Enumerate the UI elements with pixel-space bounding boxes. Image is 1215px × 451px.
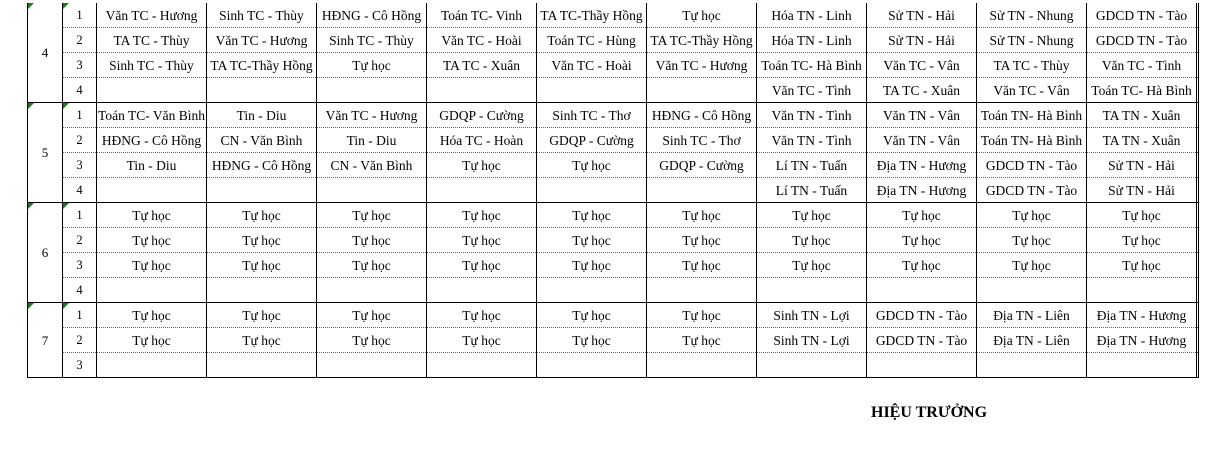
table-cell: HĐNG - Cô Hồng xyxy=(647,103,757,128)
table-cell: Hóa TN - Linh xyxy=(757,28,867,53)
table-cell: Sử TN - Hải xyxy=(1087,178,1197,203)
table-row xyxy=(28,53,1198,78)
period-number: 1 xyxy=(63,303,97,328)
table-cell: Tự học xyxy=(207,203,317,228)
table-cell xyxy=(427,178,537,203)
period-number: 1 xyxy=(63,203,97,228)
table-cell xyxy=(647,353,757,378)
table-cell: Tự học xyxy=(207,328,317,353)
table-cell xyxy=(867,278,977,303)
table-cell xyxy=(97,353,207,378)
table-cell: Tự học xyxy=(317,253,427,278)
table-cell: Toán TN- Hà Bình xyxy=(977,103,1087,128)
table-cell xyxy=(427,278,537,303)
table-cell: TA TC-Thầy Hồng xyxy=(207,53,317,78)
table-cell: Tự học xyxy=(867,228,977,253)
table-cell: Địa TN - Hương xyxy=(1087,328,1197,353)
table-cell: Tin - Diu xyxy=(97,153,207,178)
table-cell xyxy=(317,353,427,378)
table-cell: Hóa TN - Linh xyxy=(757,3,867,28)
table-cell: GDCD TN - Tào xyxy=(977,178,1087,203)
table-cell xyxy=(537,278,647,303)
table-cell: Tự học xyxy=(867,253,977,278)
period-number: 4 xyxy=(63,278,97,303)
table-cell: Sinh TC - Thùy xyxy=(97,53,207,78)
table-cell: Văn TN - Tình xyxy=(757,128,867,153)
table-cell: Văn TC - Hương xyxy=(647,53,757,78)
period-number: 4 xyxy=(63,78,97,103)
table-row xyxy=(28,3,1198,28)
table-cell xyxy=(647,278,757,303)
period-number: 2 xyxy=(63,328,97,353)
period-number: 2 xyxy=(63,28,97,53)
table-cell: GDCD TN - Tào xyxy=(1087,3,1197,28)
table-cell xyxy=(537,178,647,203)
table-cell: Tự học xyxy=(97,303,207,328)
table-cell: Tự học xyxy=(427,203,537,228)
table-cell: Toán TC- Vinh xyxy=(427,3,537,28)
table-cell: Văn TC - Hoài xyxy=(537,53,647,78)
table-cell: Tự học xyxy=(757,203,867,228)
period-number: 4 xyxy=(63,178,97,203)
table-cell: Lí TN - Tuấn xyxy=(757,153,867,178)
table-cell: Văn TC - Hương xyxy=(317,103,427,128)
table-row xyxy=(28,103,1198,128)
table-cell: Tự học xyxy=(427,303,537,328)
table-row xyxy=(28,178,1198,203)
table-cell: Tự học xyxy=(317,228,427,253)
period-number: 2 xyxy=(63,128,97,153)
table-cell: Văn TN - Tình xyxy=(757,103,867,128)
table-cell: Tự học xyxy=(207,303,317,328)
table-cell: GDQP - Cường xyxy=(647,153,757,178)
table-cell xyxy=(97,278,207,303)
cell-marker-icon xyxy=(63,303,69,309)
table-cell: Toán TC - Hùng xyxy=(537,28,647,53)
table-cell xyxy=(97,78,207,103)
day-label: 5 xyxy=(28,103,63,203)
table-cell xyxy=(537,353,647,378)
table-cell: Văn TC - Hương xyxy=(207,28,317,53)
table-cell: Tự học xyxy=(97,203,207,228)
table-cell: Tự học xyxy=(317,303,427,328)
table-cell: Văn TC - Tình xyxy=(757,78,867,103)
table-cell: GDCD TN - Tào xyxy=(977,153,1087,178)
day-block xyxy=(28,203,1198,303)
period-number: 2 xyxy=(63,228,97,253)
table-cell xyxy=(207,278,317,303)
table-row xyxy=(28,153,1198,178)
table-cell: Địa TN - Liên xyxy=(977,303,1087,328)
table-row xyxy=(28,78,1198,103)
signature-title: HIỆU TRƯỞNG xyxy=(871,404,988,421)
table-cell xyxy=(537,78,647,103)
day-block xyxy=(28,303,1198,378)
cell-marker-icon xyxy=(63,3,69,9)
table-cell: CN - Văn Bình xyxy=(207,128,317,153)
table-cell: Tự học xyxy=(867,203,977,228)
table-cell: Tự học xyxy=(647,3,757,28)
table-cell: TA TN - Xuân xyxy=(1087,103,1197,128)
table-cell: Sinh TC - Thùy xyxy=(207,3,317,28)
table-cell: Tự học xyxy=(537,228,647,253)
period-number: 3 xyxy=(63,153,97,178)
table-cell: Sinh TC - Thùy xyxy=(317,28,427,53)
table-cell: Toán TC- Hà Bình xyxy=(1087,78,1197,103)
table-cell: GDQP - Cường xyxy=(537,128,647,153)
table-cell xyxy=(1087,353,1197,378)
period-number: 3 xyxy=(63,353,97,378)
timetable-sheet xyxy=(27,3,1199,378)
table-cell: Tự học xyxy=(977,228,1087,253)
table-cell: Tự học xyxy=(1087,253,1197,278)
table-cell: Văn TC - Tình xyxy=(1087,53,1197,78)
table-cell: TA TC - Xuân xyxy=(427,53,537,78)
day-label: 4 xyxy=(28,3,63,103)
table-cell xyxy=(1087,278,1197,303)
table-cell: Địa TN - Hương xyxy=(867,153,977,178)
table-cell: Tự học xyxy=(427,328,537,353)
table-cell: Tự học xyxy=(427,228,537,253)
table-cell xyxy=(647,78,757,103)
cell-marker-icon xyxy=(63,103,69,109)
table-cell xyxy=(427,78,537,103)
table-cell: Tự học xyxy=(97,228,207,253)
table-row xyxy=(28,253,1198,278)
table-cell: Toán TC- Hà Bình xyxy=(757,53,867,78)
table-cell: HĐNG - Cô Hồng xyxy=(207,153,317,178)
table-cell: Tin - Diu xyxy=(317,128,427,153)
table-cell: Văn TC - Vân xyxy=(867,53,977,78)
table-cell: GDCD TN - Tào xyxy=(1087,28,1197,53)
table-cell: Địa TN - Hương xyxy=(867,178,977,203)
table-cell: TA TC - Xuân xyxy=(867,78,977,103)
table-cell xyxy=(207,353,317,378)
table-cell: GDCD TN - Tào xyxy=(867,303,977,328)
cell-marker-icon xyxy=(63,203,69,209)
table-cell: Sinh TN - Lợi xyxy=(757,328,867,353)
table-cell: Tự học xyxy=(647,328,757,353)
table-cell: Tự học xyxy=(1087,228,1197,253)
period-number: 1 xyxy=(63,103,97,128)
table-cell: TA TC-Thầy Hồng xyxy=(537,3,647,28)
table-row xyxy=(28,328,1198,353)
table-cell: Tự học xyxy=(97,253,207,278)
table-cell: Hóa TC - Hoàn xyxy=(427,128,537,153)
period-number: 3 xyxy=(63,53,97,78)
table-cell: Văn TC - Vân xyxy=(977,78,1087,103)
table-cell xyxy=(207,178,317,203)
table-row xyxy=(28,278,1198,303)
table-cell: Văn TN - Vân xyxy=(867,128,977,153)
table-cell: Tự học xyxy=(537,303,647,328)
table-cell: Tin - Diu xyxy=(207,103,317,128)
table-cell: TA TC - Thùy xyxy=(97,28,207,53)
table-cell: Tự học xyxy=(757,253,867,278)
table-cell: Tự học xyxy=(647,228,757,253)
table-cell: Tự học xyxy=(537,203,647,228)
table-cell xyxy=(317,278,427,303)
table-cell: Tự học xyxy=(427,153,537,178)
table-row xyxy=(28,303,1198,328)
table-cell: TA TC-Thầy Hồng xyxy=(647,28,757,53)
table-cell: Văn TC - Hoài xyxy=(427,28,537,53)
table-row xyxy=(28,128,1198,153)
table-cell: HĐNG - Cô Hồng xyxy=(97,128,207,153)
table-cell: Sinh TN - Lợi xyxy=(757,303,867,328)
table-cell: Sử TN - Nhung xyxy=(977,3,1087,28)
table-cell: Tự học xyxy=(427,253,537,278)
table-cell: Tự học xyxy=(1087,203,1197,228)
table-cell: TA TN - Xuân xyxy=(1087,128,1197,153)
table-cell xyxy=(977,353,1087,378)
table-cell: Tự học xyxy=(317,328,427,353)
table-cell xyxy=(427,353,537,378)
table-cell: Địa TN - Liên xyxy=(977,328,1087,353)
table-cell: Sử TN - Nhung xyxy=(977,28,1087,53)
table-cell xyxy=(867,353,977,378)
table-cell: Địa TN - Hương xyxy=(1087,303,1197,328)
table-cell: Tự học xyxy=(97,328,207,353)
table-cell: Văn TC - Hương xyxy=(97,3,207,28)
table-cell: HĐNG - Cô Hồng xyxy=(317,3,427,28)
table-cell: Tự học xyxy=(647,303,757,328)
table-cell: Lí TN - Tuấn xyxy=(757,178,867,203)
table-cell: Sử TN - Hải xyxy=(1087,153,1197,178)
table-cell: Tự học xyxy=(537,253,647,278)
day-label: 6 xyxy=(28,203,63,303)
table-cell: Sinh TC - Thơ xyxy=(647,128,757,153)
table-cell: Toán TN- Hà Bình xyxy=(977,128,1087,153)
day-block xyxy=(28,3,1198,103)
table-cell: Tự học xyxy=(647,203,757,228)
table-cell: Toán TC- Văn Bình xyxy=(97,103,207,128)
table-cell: TA TC - Thùy xyxy=(977,53,1087,78)
table-cell: Tự học xyxy=(977,203,1087,228)
table-cell xyxy=(97,178,207,203)
table-row xyxy=(28,353,1198,378)
table-cell: GDQP - Cường xyxy=(427,103,537,128)
table-cell xyxy=(317,78,427,103)
table-cell: Văn TN - Vân xyxy=(867,103,977,128)
table-cell: Tự học xyxy=(537,328,647,353)
table-cell xyxy=(757,353,867,378)
day-block xyxy=(28,103,1198,203)
table-cell xyxy=(977,278,1087,303)
period-number: 3 xyxy=(63,253,97,278)
table-cell: CN - Văn Bình xyxy=(317,153,427,178)
table-cell: GDCD TN - Tào xyxy=(867,328,977,353)
table-cell: Tự học xyxy=(207,253,317,278)
period-number: 1 xyxy=(63,3,97,28)
table-cell: Tự học xyxy=(207,228,317,253)
table-cell xyxy=(647,178,757,203)
table-cell: Tự học xyxy=(977,253,1087,278)
table-row xyxy=(28,28,1198,53)
table-cell xyxy=(317,178,427,203)
table-cell: Tự học xyxy=(647,253,757,278)
day-label: 7 xyxy=(28,303,63,378)
table-cell: Tự học xyxy=(317,203,427,228)
table-row xyxy=(28,228,1198,253)
table-cell xyxy=(757,278,867,303)
table-cell: Tự học xyxy=(317,53,427,78)
table-cell: Tự học xyxy=(537,153,647,178)
table-cell xyxy=(207,78,317,103)
table-cell: Sinh TC - Thơ xyxy=(537,103,647,128)
table-cell: Tự học xyxy=(757,228,867,253)
table-cell: Sử TN - Hải xyxy=(867,28,977,53)
table-cell: Sử TN - Hải xyxy=(867,3,977,28)
table-row xyxy=(28,203,1198,228)
